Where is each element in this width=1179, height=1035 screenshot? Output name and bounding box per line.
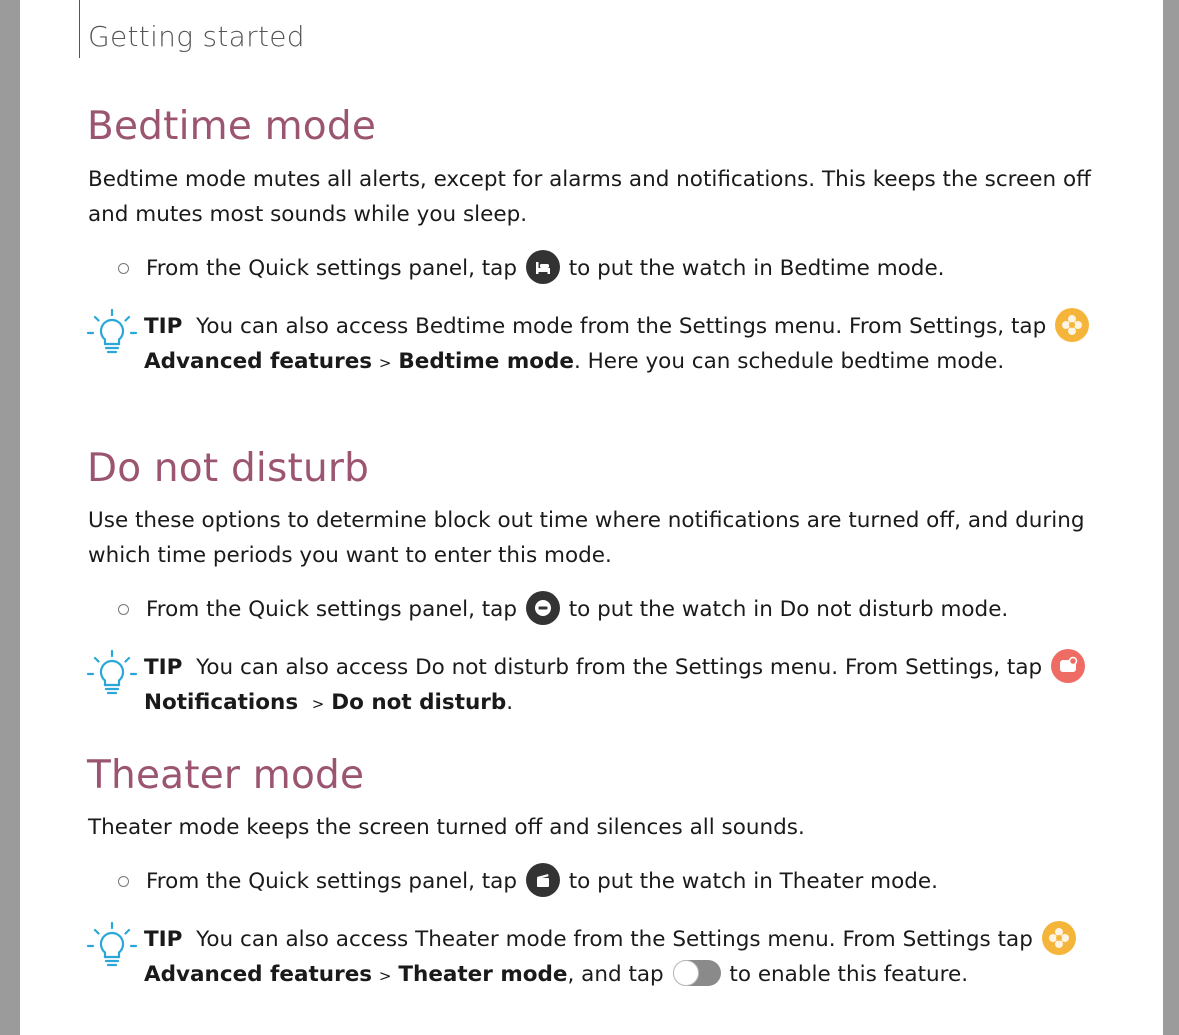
document-page: Getting started Bedtime mode Bedtime mode mutes all alerts, except for alarms and notifications. This keeps the screen off and mutes most sounds while you sleep. From the Quick settings panel, tap to put the watch in Bedtime mode. TIP You can also access Bedtime mode from the Settings menu. From Settings, tap Advanced features > Bedtime mode. Here you can schedule bedtime mode. Do not disturb Use these options to determine block out time where notifications are turned off, and during which time periods you want to enter this mode. From the Quick settings panel, tap to put the watch in Do not disturb mode. TIP You can also access Do not disturb from the Settings menu. From Settings, tap Notifications > Do not disturb. Theater mode Theater mode keeps the screen turned off and silences all sounds. From the Quick settings panel, tap to put the watch in Theater mode. TIP You can also access Theater mode from the Settings menu. From Settings tap Advanced features > Theater mode, and tap to enable this feature. — [20, 0, 1163, 1035]
section-title-bedtime: Bedtime mode — [87, 104, 377, 149]
flower-gear-icon — [1055, 308, 1089, 342]
bed-icon — [526, 250, 560, 284]
dnd-intro: Use these options to determine block out time where notifications are turned off, and during which time periods you want to enter this mode. — [88, 508, 1085, 568]
section-title-theater: Theater mode — [87, 753, 365, 798]
lightbulb-icon — [86, 649, 138, 701]
bullet-marker — [118, 263, 129, 274]
minus-circle-icon — [526, 591, 560, 625]
section-title-dnd: Do not disturb — [87, 446, 370, 491]
toggle-switch-icon — [673, 960, 721, 986]
bedtime-intro: Bedtime mode mutes all alerts, except for alarms and notifications. This keeps the screen off and mutes most sounds while you sleep. — [88, 167, 1091, 227]
clapperboard-icon — [526, 863, 560, 897]
theater-intro: Theater mode keeps the screen turned off and silences all sounds. — [88, 815, 805, 840]
bedtime-tip: TIP You can also access Bedtime mode from the Settings menu. From Settings, tap Advanced features > Bedtime mode. Here you can schedule bedtime mode. — [144, 309, 1104, 381]
notification-bell-icon — [1051, 649, 1085, 683]
flower-gear-icon — [1042, 921, 1076, 955]
theater-tip: TIP You can also access Theater mode from the Settings menu. From Settings tap Advanced features > Theater mode, and tap to enable this feature. — [144, 922, 1104, 994]
header-divider — [79, 0, 80, 58]
lightbulb-icon — [86, 921, 138, 973]
lightbulb-icon — [86, 308, 138, 360]
bullet-marker — [118, 876, 129, 887]
dnd-tip: TIP You can also access Do not disturb from the Settings menu. From Settings, tap Notifications > Do not disturb. — [144, 650, 1104, 722]
bullet-marker — [118, 604, 129, 615]
running-header: Getting started — [88, 20, 305, 53]
